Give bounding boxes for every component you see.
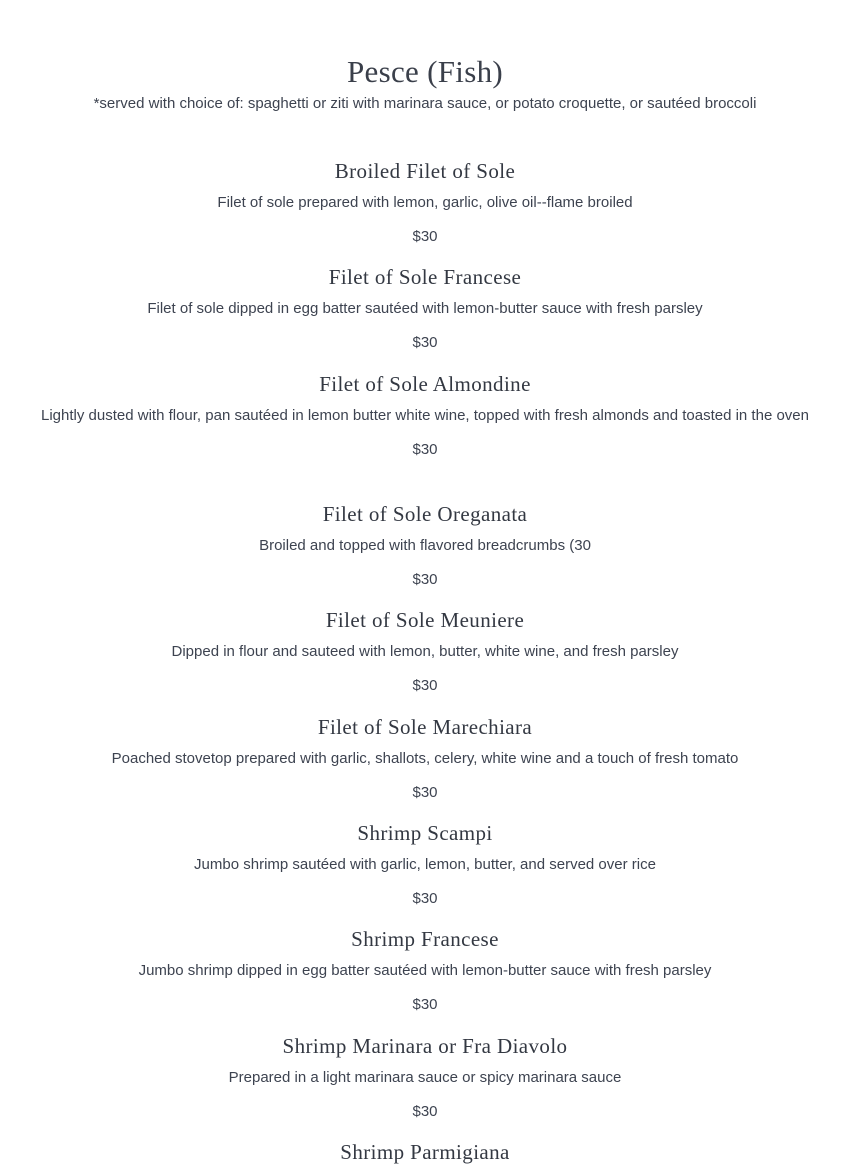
item-description: Lightly dusted with flour, pan sautéed in lemon butter white wine, topped with fresh almonds and toasted in the oven: [41, 407, 809, 424]
menu-item: [25, 1138, 825, 1166]
menu-item: [25, 713, 825, 803]
item-description: Prepared in a light marinara sauce or spicy marinara sauce: [228, 1069, 622, 1086]
menu-item: [25, 157, 825, 247]
menu-item: [25, 819, 825, 909]
menu-item: [25, 370, 825, 460]
section-note: *served with choice of: spaghetti or ziti with marinara sauce, or potato croquette, or sautéed broccoli: [93, 95, 757, 112]
item-description: Dipped in flour and sauteed with lemon, butter, white wine, and fresh parsley: [171, 643, 679, 660]
item-price: $30: [412, 1103, 438, 1120]
item-price: $30: [412, 890, 438, 907]
item-name: Broiled Filet of Sole: [334, 159, 516, 183]
item-price: $30: [412, 334, 438, 351]
item-name: Filet of Sole Francese: [328, 265, 522, 289]
item-description: Broiled and topped with flavored breadcrumbs (30: [259, 537, 591, 554]
menu-item: [25, 1032, 825, 1122]
item-name: Shrimp Marinara or Fra Diavolo: [282, 1034, 568, 1058]
item-price: $30: [412, 996, 438, 1013]
item-name: Filet of Sole Meuniere: [325, 608, 525, 632]
item-description: Filet of sole prepared with lemon, garlic, olive oil--flame broiled: [217, 194, 633, 211]
menu-item: [25, 500, 825, 590]
menu-item: [25, 925, 825, 1015]
item-name: Shrimp Francese: [351, 927, 499, 951]
menu-item: [25, 263, 825, 353]
item-name: Shrimp Scampi: [357, 821, 493, 845]
menu-item: [25, 606, 825, 696]
item-description: Poached stovetop prepared with garlic, shallots, celery, white wine and a touch of fresh tomato: [111, 750, 739, 767]
item-description: Jumbo shrimp dipped in egg batter sautéed with lemon-butter sauce with fresh parsley: [138, 962, 712, 979]
section-title: Pesce (Fish): [347, 54, 503, 89]
item-name: Filet of Sole Oreganata: [322, 502, 528, 526]
item-name: Filet of Sole Marechiara: [317, 715, 533, 739]
item-price: $30: [412, 784, 438, 801]
item-price: $30: [412, 677, 438, 694]
item-name: Filet of Sole Almondine: [319, 372, 531, 396]
item-description: Jumbo shrimp sautéed with garlic, lemon, butter, and served over rice: [194, 856, 656, 873]
item-name: Shrimp Parmigiana: [340, 1140, 510, 1164]
item-description: Filet of sole dipped in egg batter sautéed with lemon-butter sauce with fresh parsley: [147, 300, 703, 317]
item-price: $30: [412, 228, 438, 245]
item-price: $30: [412, 571, 438, 588]
item-price: $30: [412, 441, 438, 458]
